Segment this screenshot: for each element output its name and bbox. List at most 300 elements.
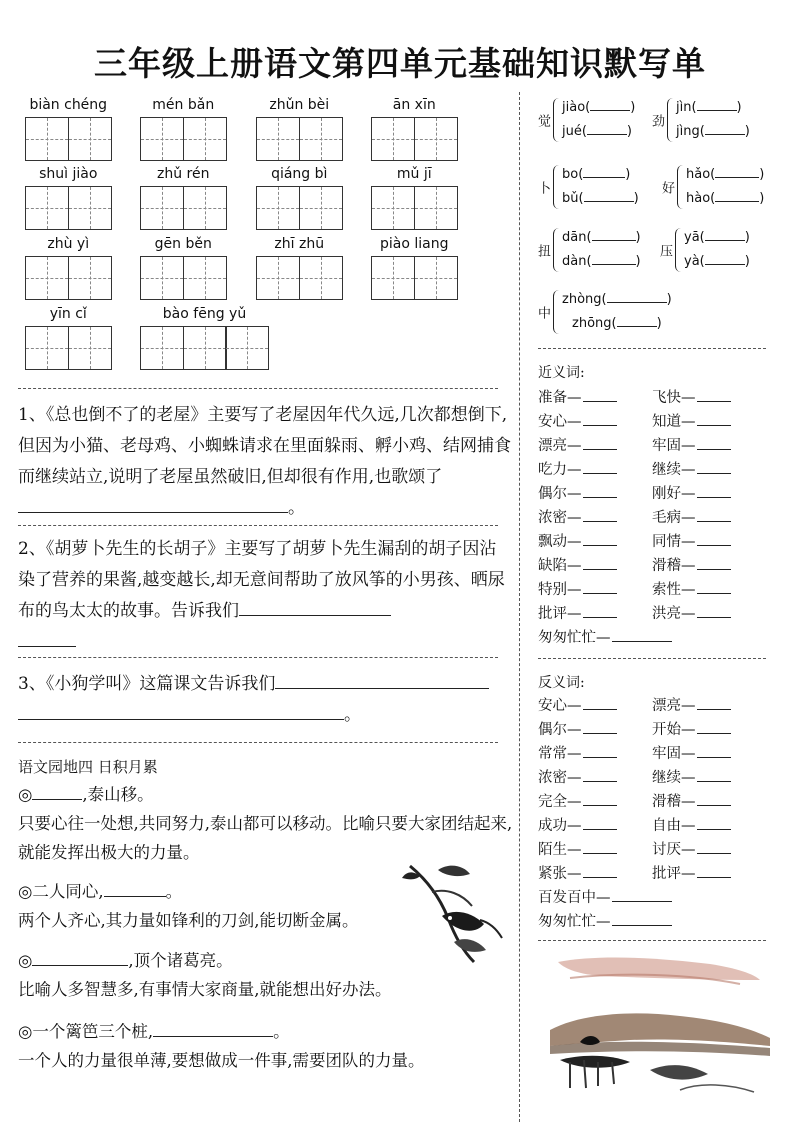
pinyin-label: zhù yì [47,236,90,252]
word-label: 洪亮— [652,606,696,622]
synonyms-right-item [652,506,731,527]
writing-cell[interactable] [140,256,184,300]
word-label: 偶尔— [538,486,582,502]
polyphone-5 [660,228,780,272]
reading-pinyin: bǔ( [562,191,584,206]
writing-cell[interactable] [371,186,415,230]
synonyms-right-item [652,554,731,575]
tian-ge-boxes [371,117,456,161]
brace-icon [677,165,685,209]
word-blank[interactable] [583,555,617,570]
idiom-2-after: 。 [165,882,183,901]
synonyms-left-item [538,602,617,623]
word-label: 漂亮— [538,438,582,454]
reading-pinyin: zhōng( [572,316,617,331]
word-blank[interactable] [697,815,731,830]
synonyms-extra-item [538,626,672,647]
reading-blank[interactable] [705,252,745,265]
reading-blank[interactable] [587,122,627,135]
word-blank[interactable] [583,459,617,474]
synonyms-title: 近义词: [538,365,585,381]
section-divider [18,742,498,743]
writing-cell[interactable] [140,117,184,161]
idiom-blank-1[interactable] [32,781,82,800]
word-blank[interactable] [697,387,731,402]
reading-pinyin: jìn( [676,100,697,115]
tian-ge-boxes [140,117,225,161]
ink-bird-painting [392,858,510,968]
antonyms-right-item [652,838,731,859]
reading-blank[interactable] [715,165,759,178]
pinyin-label: zhī zhū [274,236,325,252]
word-blank[interactable] [697,483,731,498]
reading-blank[interactable] [705,228,745,241]
writing-cell[interactable] [256,186,300,230]
word-label: 常常— [538,746,582,762]
antonyms-right-item [652,694,731,715]
word-blank[interactable] [697,435,731,450]
answer-blank-2b[interactable] [18,628,76,647]
word-label: 安心— [538,414,582,430]
word-blank[interactable] [697,603,731,618]
reading-blank[interactable] [697,98,737,111]
writing-cell[interactable] [68,326,112,370]
idiom-1-prefix: ◎ [18,785,33,804]
answer-blank-3b[interactable] [18,701,344,720]
word-label: 讨厌— [652,842,696,858]
word-blank[interactable] [583,815,617,830]
writing-cell[interactable] [256,256,300,300]
tian-ge-boxes [140,256,225,300]
synonyms-right-item [652,530,731,551]
brace-icon [675,228,683,272]
polyphone-reading [684,252,750,269]
word-label: 完全— [538,794,582,810]
synonyms-left-item [538,458,617,479]
reading-blank[interactable] [592,252,636,265]
idiom-1-explain: 只要心往一处想,共同努力,泰山都可以移动。比喻只要大家团结起来,就能发挥出极大的力量。 [18,814,513,862]
word-label: 紧张— [538,866,582,882]
writing-cell[interactable] [371,117,415,161]
antonyms-right-item [652,862,731,883]
polyphone-2 [538,165,658,209]
word-blank[interactable] [612,911,672,926]
writing-cell[interactable] [183,117,227,161]
writing-cell[interactable] [299,186,343,230]
word-label: 继续— [652,770,696,786]
pinyin-word-6 [256,166,343,232]
polyphone-reading [686,189,764,206]
paren-close: ) [635,230,641,245]
word-blank[interactable] [697,719,731,734]
word-blank[interactable] [697,743,731,758]
word-blank[interactable] [583,719,617,734]
word-label: 成功— [538,818,582,834]
polyphone-reading [562,98,635,115]
pinyin-word-10 [256,236,343,302]
synonyms-left-item [538,530,617,551]
polyphone-reading [686,165,764,182]
pinyin-label: zhǔn bèi [269,97,330,113]
word-label: 匆匆忙忙— [538,630,611,646]
idiom-4-explain: 一个人的力量很单薄,要想做成一件事,需要团队的力量。 [18,1051,425,1070]
section-divider [18,657,498,658]
antonyms-title: 反义词: [538,675,585,691]
polyphone-reading [562,189,639,206]
pinyin-word-12 [25,306,112,372]
paren-close: ) [744,254,750,269]
antonyms-right-item [652,814,731,835]
pinyin-label: qiáng bì [271,166,328,182]
word-blank[interactable] [612,887,672,902]
word-blank[interactable] [583,839,617,854]
question-3-text: 3、《小狗学叫》这篇课文告诉我们 [18,674,276,694]
word-label: 偶尔— [538,722,582,738]
writing-cell[interactable] [25,326,69,370]
synonyms-left-item [538,410,617,431]
synonyms-left-item [538,578,617,599]
word-label: 飞快— [652,390,696,406]
paren-close: ) [759,191,765,206]
pinyin-label: shuì jiào [39,166,98,182]
pinyin-label: yīn cǐ [49,306,87,322]
idiom-blank-3[interactable] [32,947,128,966]
writing-cell[interactable] [183,256,227,300]
synonyms-left-item [538,434,617,455]
idiom-2 [18,877,398,935]
paren-close: ) [759,167,765,182]
word-blank[interactable] [697,411,731,426]
word-blank[interactable] [697,555,731,570]
paren-close: ) [633,191,639,206]
antonyms-right-item [652,742,731,763]
pinyin-word-9 [140,236,227,302]
synonyms-right-item [652,602,731,623]
polyphone-reading [676,98,742,115]
polyphone-reading [684,228,750,245]
idiom-blank-4[interactable] [153,1018,273,1037]
question-2 [18,534,512,658]
pinyin-label: gēn běn [154,236,212,252]
polyphone-reading [572,314,662,331]
word-blank[interactable] [697,839,731,854]
synonyms-left-item [538,482,617,503]
polyphone-0 [538,98,658,142]
word-label: 牢固— [652,746,696,762]
question-1-end: 。 [288,498,305,518]
tian-ge-boxes [25,186,110,230]
word-label: 浓密— [538,510,582,526]
pinyin-label: bào fēng yǔ [162,306,247,322]
pinyin-label: ān xīn [392,97,436,113]
word-blank[interactable] [697,695,731,710]
paren-close: ) [625,167,631,182]
section-divider [18,525,498,526]
writing-cell[interactable] [371,256,415,300]
writing-cell[interactable] [25,117,69,161]
polyphone-char: 扭 [538,244,552,260]
paren-close: ) [626,124,632,139]
word-blank[interactable] [583,603,617,618]
idiom-section-title: 语文园地四 日积月累 [18,758,158,776]
paren-close: ) [736,100,742,115]
tian-ge-boxes [25,117,110,161]
word-blank[interactable] [697,791,731,806]
reading-blank[interactable] [590,98,630,111]
word-label: 开始— [652,722,696,738]
writing-cell[interactable] [183,326,227,370]
question-1 [18,400,512,524]
word-label: 准备— [538,390,582,406]
pinyin-label: zhǔ rén [157,166,210,182]
idiom-4 [18,1017,513,1075]
antonyms-extra-item [538,910,672,931]
idiom-2-prefix: ◎二人同心, [18,882,104,901]
writing-cell[interactable] [414,256,458,300]
reading-pinyin: bo( [562,167,584,182]
writing-cell[interactable] [414,186,458,230]
section-divider [538,940,766,941]
writing-cell[interactable] [140,326,184,370]
word-label: 知道— [652,414,696,430]
reading-pinyin: yā( [684,230,705,245]
idiom-4-after: 。 [273,1022,290,1041]
answer-blank-1[interactable] [18,494,288,513]
question-2-text: 2、《胡萝卜先生的长胡子》主要写了胡萝卜先生漏刮的胡子因沾染了营养的果酱,越变越长,却无意间帮助了放风筝的小男孩、晒尿布的鸟太太的故事。告诉我们 [18,539,505,621]
polyphone-char: 压 [660,244,674,260]
tian-ge-boxes [256,117,341,161]
pinyin-word-5 [140,166,227,232]
writing-cell[interactable] [299,256,343,300]
writing-cell[interactable] [68,117,112,161]
word-label: 毛病— [652,510,696,526]
paren-close: ) [744,230,750,245]
pinyin-word-7 [371,166,458,232]
pinyin-word-1 [140,97,227,163]
writing-cell[interactable] [68,186,112,230]
polyphone-reading [562,122,632,139]
synonyms-right-item [652,458,731,479]
word-label: 陌生— [538,842,582,858]
idiom-3-explain: 比喻人多智慧多,有事情大家商量,就能想出好办法。 [18,980,392,999]
paren-close: ) [630,100,636,115]
brace-icon [553,290,561,334]
section-divider [538,348,766,349]
writing-cell[interactable] [256,117,300,161]
antonyms-right-item [652,790,731,811]
word-blank[interactable] [583,483,617,498]
word-label: 批评— [652,866,696,882]
reading-pinyin: hào( [686,191,716,206]
antonyms-left-item [538,814,617,835]
reading-pinyin: yà( [684,254,705,269]
brace-icon [553,165,561,209]
polyphone-reading [676,122,750,139]
reading-pinyin: jiào( [562,100,591,115]
tian-ge-boxes [25,256,110,300]
writing-cell[interactable] [225,326,269,370]
word-blank[interactable] [583,411,617,426]
writing-cell[interactable] [140,186,184,230]
tian-ge-boxes [371,256,456,300]
writing-cell[interactable] [68,256,112,300]
word-blank[interactable] [697,863,731,878]
tian-ge-boxes [140,186,225,230]
antonyms-right-item [652,718,731,739]
reading-pinyin: jìng( [676,124,705,139]
synonyms-left-item [538,554,617,575]
pinyin-word-8 [25,236,112,302]
section-divider [18,388,498,389]
antonyms-left-item [538,718,617,739]
writing-cell[interactable] [414,117,458,161]
synonyms-left-item [538,506,617,527]
polyphone-reading [562,252,641,269]
reading-blank[interactable] [617,314,657,327]
word-label: 缺陷— [538,558,582,574]
reading-blank[interactable] [705,122,745,135]
word-blank[interactable] [697,459,731,474]
polyphone-reading [562,228,641,245]
synonyms-left-item [538,386,617,407]
reading-pinyin: hǎo( [686,167,716,182]
paren-close: ) [666,292,672,307]
word-label: 索性— [652,582,696,598]
synonyms-right-item [652,386,731,407]
reading-blank[interactable] [583,165,625,178]
word-blank[interactable] [697,507,731,522]
writing-cell[interactable] [299,117,343,161]
writing-cell[interactable] [25,186,69,230]
word-label: 百发百中— [538,890,611,906]
tian-ge-boxes [256,256,341,300]
word-label: 继续— [652,462,696,478]
word-label: 自由— [652,818,696,834]
writing-cell[interactable] [183,186,227,230]
antonyms-left-item [538,742,617,763]
polyphone-6 [538,290,672,334]
ink-landscape-painting [540,950,772,1100]
polyphone-reading [562,165,630,182]
synonyms-right-item [652,578,731,599]
word-label: 刚好— [652,486,696,502]
word-blank[interactable] [697,767,731,782]
pinyin-word-13 [140,306,269,372]
polyphone-char: 觉 [538,114,552,130]
idiom-3-after: ,顶个诸葛亮。 [128,951,233,970]
word-label: 安心— [538,698,582,714]
tian-ge-boxes [140,326,268,370]
polyphone-char: 卜 [538,181,552,197]
word-blank[interactable] [697,579,731,594]
reading-blank[interactable] [584,189,634,202]
word-label: 同情— [652,534,696,550]
pinyin-word-11 [371,236,458,302]
pinyin-label: biàn chéng [29,97,108,113]
paren-close: ) [656,316,662,331]
antonyms-left-item [538,766,617,787]
word-label: 浓密— [538,770,582,786]
antonyms-right-item [652,766,731,787]
column-divider [519,92,520,1122]
word-label: 滑稽— [652,558,696,574]
paren-close: ) [744,124,750,139]
polyphone-char: 中 [538,306,552,322]
word-blank[interactable] [583,507,617,522]
antonyms-left-item [538,790,617,811]
reading-pinyin: jué( [562,124,587,139]
reading-blank[interactable] [715,189,759,202]
polyphone-char: 好 [662,181,676,197]
word-blank[interactable] [583,695,617,710]
reading-pinyin: dān( [562,230,592,245]
brace-icon [667,98,675,142]
idiom-1 [18,780,513,867]
antonyms-left-item [538,694,617,715]
tian-ge-boxes [256,186,341,230]
word-label: 匆匆忙忙— [538,914,611,930]
word-blank[interactable] [583,767,617,782]
tian-ge-boxes [25,326,110,370]
word-blank[interactable] [583,531,617,546]
page-title: 三年级上册语文第四单元基础知识默写单 [94,44,706,83]
word-label: 飘动— [538,534,582,550]
brace-icon [553,228,561,272]
writing-cell[interactable] [25,256,69,300]
word-blank[interactable] [583,743,617,758]
antonyms-extra-item [538,886,672,907]
pinyin-word-3 [371,97,458,163]
polyphone-reading [562,290,672,307]
polyphone-char: 劲 [652,114,666,130]
word-blank[interactable] [583,387,617,402]
word-blank[interactable] [583,435,617,450]
antonyms-left-item [538,838,617,859]
synonyms-right-item [652,410,731,431]
word-label: 滑稽— [652,794,696,810]
paren-close: ) [635,254,641,269]
word-label: 漂亮— [652,698,696,714]
polyphone-3 [662,165,782,209]
word-blank[interactable] [583,863,617,878]
answer-blank-3a[interactable] [275,670,489,689]
answer-blank-2a[interactable] [239,597,391,616]
question-3-end: 。 [344,705,361,725]
reading-blank[interactable] [592,228,636,241]
polyphone-4 [538,228,658,272]
word-blank[interactable] [697,531,731,546]
synonyms-right-item [652,482,731,503]
reading-blank[interactable] [607,290,667,303]
pinyin-word-2 [256,97,343,163]
word-blank[interactable] [612,627,672,642]
pinyin-label: mén bǎn [152,97,215,113]
pinyin-label: piào liang [380,236,449,252]
word-label: 牢固— [652,438,696,454]
pinyin-word-4 [25,166,112,232]
reading-pinyin: zhòng( [562,292,607,307]
tian-ge-boxes [371,186,456,230]
word-blank[interactable] [583,791,617,806]
word-label: 批评— [538,606,582,622]
polyphone-1 [652,98,772,142]
word-label: 特别— [538,582,582,598]
word-label: 吃力— [538,462,582,478]
idiom-blank-2[interactable] [104,878,166,897]
section-divider [538,658,766,659]
word-blank[interactable] [583,579,617,594]
synonyms-right-item [652,434,731,455]
